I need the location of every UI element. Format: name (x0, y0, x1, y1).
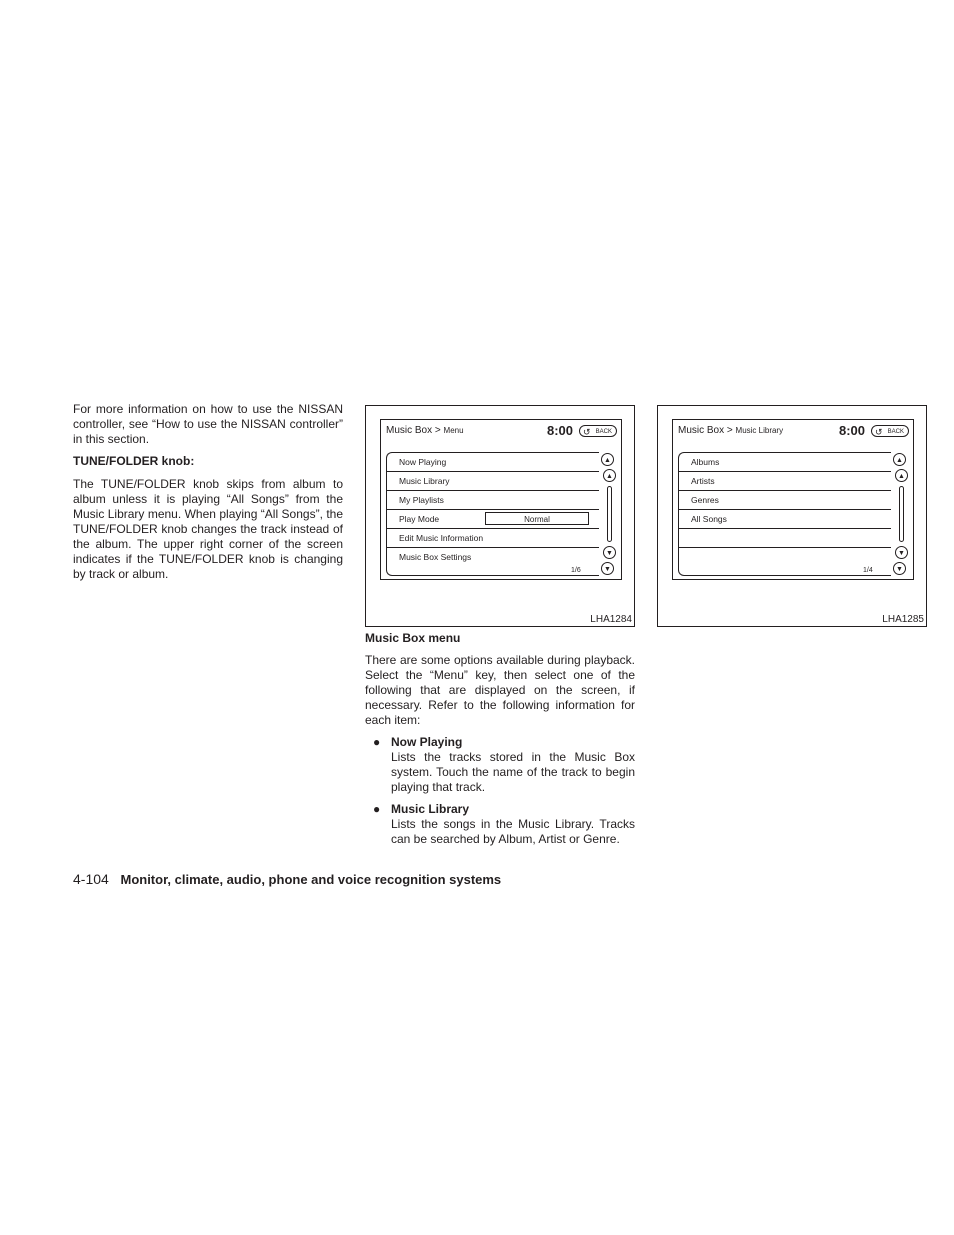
section-title: Monitor, climate, audio, phone and voice recognition systems (120, 872, 502, 887)
figure-music-library (657, 405, 927, 627)
bullet-text: Lists the tracks stored in the Music Box system. Touch the name of the track to begin playing that track. (391, 750, 635, 794)
screen-title: Music Box > Menu (386, 425, 464, 436)
page-up-icon[interactable]: ▲ (893, 453, 906, 466)
clock: 8:00 (839, 423, 866, 438)
list-item[interactable]: Edit Music Information (387, 529, 599, 548)
list-item (679, 548, 891, 566)
page-indicator: 1/6 (571, 567, 581, 574)
play-mode-value: Normal (485, 512, 589, 525)
list-item[interactable]: Music Library (387, 472, 599, 491)
bullet-text: Lists the songs in the Music Library. Tracks can be searched by Album, Artist or Genre. (391, 817, 635, 846)
bullet-title: Music Library (391, 802, 470, 816)
intro-paragraph: For more information on how to use the NISSAN controller, see “How to use the NISSAN controller” in this section. (73, 402, 343, 446)
page-footer (73, 871, 501, 887)
back-arrow-icon: ↺ (875, 427, 883, 437)
list-item[interactable]: Albums (679, 453, 891, 472)
tune-folder-heading: TUNE/FOLDER knob: (73, 454, 195, 468)
list-item[interactable]: Music Box Settings (399, 552, 472, 562)
page-up-icon[interactable]: ▲ (601, 453, 614, 466)
scrollbar[interactable] (899, 486, 904, 542)
bullet-dot: ● (373, 802, 381, 816)
back-button[interactable]: ↺ BACK (871, 425, 909, 437)
scroll-down-icon[interactable]: ▼ (603, 546, 616, 559)
list-item[interactable]: Genres (679, 491, 891, 510)
page-down-icon[interactable]: ▼ (893, 562, 906, 575)
bullet-title: Now Playing (391, 735, 463, 749)
screen-music-library (672, 419, 914, 580)
list-item (679, 529, 891, 548)
figure-music-box-menu (365, 405, 635, 627)
screen-music-box-menu (380, 419, 622, 580)
scroll-up-icon[interactable]: ▲ (603, 469, 616, 482)
scrollbar[interactable] (607, 486, 612, 542)
list-item[interactable]: My Playlists (387, 491, 599, 510)
library-list (678, 452, 891, 576)
screen-title: Music Box > Music Library (678, 425, 784, 436)
page-indicator: 1/4 (863, 567, 873, 574)
back-arrow-icon: ↺ (583, 427, 591, 437)
figure-label: LHA1284 (590, 614, 632, 625)
list-item[interactable]: All Songs (679, 510, 891, 529)
music-box-menu-paragraph: There are some options available during playback. Select the “Menu” key, then select one of the following that are displayed on the screen, if necessary. Refer to the following information for each item: (365, 653, 635, 727)
scroll-up-icon[interactable]: ▲ (895, 469, 908, 482)
menu-list (386, 452, 599, 576)
list-item[interactable]: Play Mode Normal (387, 510, 599, 529)
music-box-menu-heading: Music Box menu (365, 631, 461, 645)
tune-folder-paragraph: The TUNE/FOLDER knob skips from album to album unless it is playing “All Songs” from the Music Library menu. When playing “All Songs”, the TUNE/FOLDER knob changes the track instead of the album. The upper right corner of the screen indicates if the TUNE/FOLDER knob is changing by track or album. (73, 477, 343, 581)
clock: 8:00 (547, 423, 574, 438)
bullet-dot: ● (373, 735, 381, 749)
page-number: 4-104 (73, 871, 109, 887)
figure-label: LHA1285 (882, 614, 924, 625)
list-item[interactable]: Now Playing (387, 453, 599, 472)
scroll-down-icon[interactable]: ▼ (895, 546, 908, 559)
page-down-icon[interactable]: ▼ (601, 562, 614, 575)
back-button[interactable]: ↺ BACK (579, 425, 617, 437)
list-item[interactable]: Artists (679, 472, 891, 491)
